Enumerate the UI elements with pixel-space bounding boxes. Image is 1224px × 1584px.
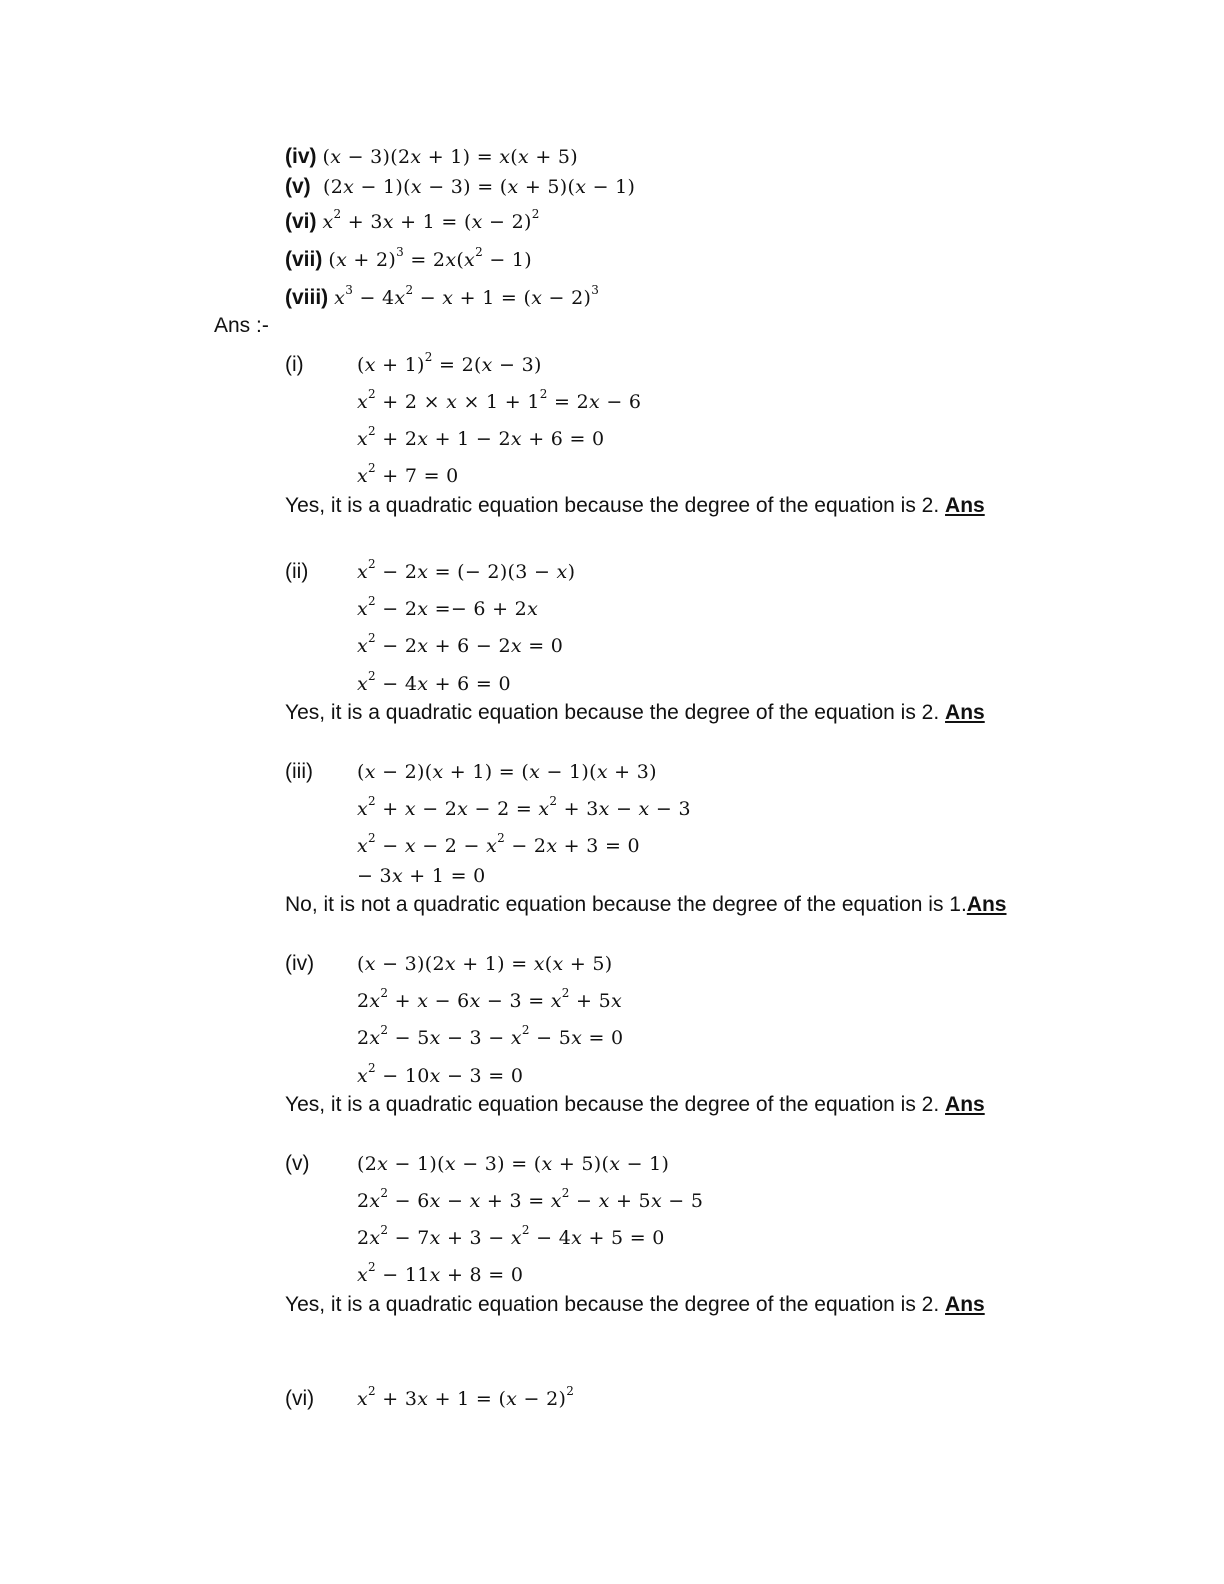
- solution-step: $x^2 - 2x =- 6 + 2x$: [357, 593, 539, 620]
- solution-conclusion: [285, 1290, 985, 1320]
- solution-step: $2x^2 - 6x - x + 3 = x^2 - x + 5x - 5$: [357, 1185, 704, 1212]
- conclusion-text: Yes, it is a quadratic equation because the degree of the equation is 2.: [285, 1293, 946, 1316]
- solution-label: (iii): [285, 760, 313, 783]
- question-item: [285, 142, 578, 172]
- solution-step: $(x + 1)^2 = 2(x - 3)$: [357, 349, 542, 376]
- solution-step: $x^2 + 3x + 1 = (x - 2)^2$: [357, 1383, 575, 1410]
- solution-step: $x^2 - 2x + 6 - 2x = 0$: [357, 630, 564, 657]
- solution-label: (ii): [285, 560, 309, 583]
- ans-marker: Ans: [966, 893, 1007, 916]
- solution-label: (v): [285, 1152, 310, 1175]
- question-equation: (2x − 1)(x − 3) = (x + 5)(x − 1): [316, 176, 636, 198]
- ans-marker: Ans: [945, 494, 985, 517]
- solution-step: $x^2 - 4x + 6 = 0$: [357, 668, 511, 695]
- answer-heading: Ans :-: [214, 314, 269, 337]
- solution-step: $2x^2 + x - 6x - 3 = x^2 + 5x$: [357, 985, 623, 1012]
- solution-step: $x^2 - 2x$ = (− 2)(3 − x): [357, 556, 576, 583]
- solution-step: $x^2 + 2 \times x \times 1 + 1^2 = 2x - 6$: [357, 386, 642, 413]
- question-equation: $x^3 - 4x^2 - x + 1 = (x - 2)^3$: [334, 282, 600, 309]
- question-equation: $x^2 + 3x + 1 = (x - 2)^2$: [322, 206, 540, 233]
- solution-label: (i): [285, 353, 304, 376]
- solution-step: (2x − 1)(x − 3) = (x + 5)(x − 1): [357, 1153, 670, 1175]
- question-equation: $(x + 2)^3 = 2x(x^2 - 1)$: [328, 244, 532, 271]
- solution-step: $x^2 - 10x - 3 = 0$: [357, 1060, 524, 1087]
- solution-label: (iv): [285, 952, 315, 975]
- solution-step: $2x^2 - 7x + 3 - x^2 - 4x + 5 = 0$: [357, 1222, 665, 1249]
- solution-step: $x^2 + 2x + 1 - 2x + 6 = 0$: [357, 423, 605, 450]
- question-item: [285, 172, 635, 202]
- question-label: (viii): [285, 286, 329, 309]
- solution-conclusion: [285, 491, 985, 521]
- solution-conclusion: [285, 890, 1007, 920]
- solution-step: $x^2 + 7 = 0$: [357, 460, 459, 487]
- question-item: [285, 245, 532, 275]
- conclusion-text: Yes, it is a quadratic equation because the degree of the equation is 2.: [285, 494, 946, 517]
- solution-label: (vi): [285, 1387, 315, 1410]
- question-item: [285, 283, 599, 313]
- solution-step: (x − 3)(2x + 1) = x(x + 5): [357, 953, 613, 975]
- question-label: (iv): [285, 145, 317, 168]
- question-label: (v): [285, 175, 311, 198]
- solution-step: − 3x + 1 = 0: [357, 865, 486, 887]
- solution-step: $x^2 + x - 2x - 2 = x^2 + 3x - x - 3$: [357, 793, 691, 820]
- solution-conclusion: [285, 1090, 985, 1120]
- ans-marker: Ans: [945, 1093, 985, 1116]
- solution-step: $x^2 - x - 2 - x^2 - 2x + 3 = 0$: [357, 830, 640, 857]
- ans-marker: Ans: [945, 701, 985, 724]
- conclusion-text: Yes, it is a quadratic equation because the degree of the equation is 2.: [285, 1093, 946, 1116]
- conclusion-text: No, it is not a quadratic equation because the degree of the equation is 1.: [285, 893, 967, 916]
- conclusion-text: Yes, it is a quadratic equation because the degree of the equation is 2.: [285, 701, 946, 724]
- question-label: (vi): [285, 210, 317, 233]
- question-equation: (x − 3)(2x + 1) = x(x + 5): [322, 146, 579, 168]
- solution-step: (x − 2)(x + 1) = (x − 1)(x + 3): [357, 761, 657, 783]
- solution-step: $x^2 - 11x + 8 = 0$: [357, 1259, 524, 1286]
- question-label: (vii): [285, 248, 323, 271]
- question-item: [285, 207, 540, 237]
- ans-marker: Ans: [945, 1293, 985, 1316]
- solution-conclusion: [285, 698, 985, 728]
- solution-step: $2x^2 - 5x - 3 - x^2 - 5x = 0$: [357, 1022, 624, 1049]
